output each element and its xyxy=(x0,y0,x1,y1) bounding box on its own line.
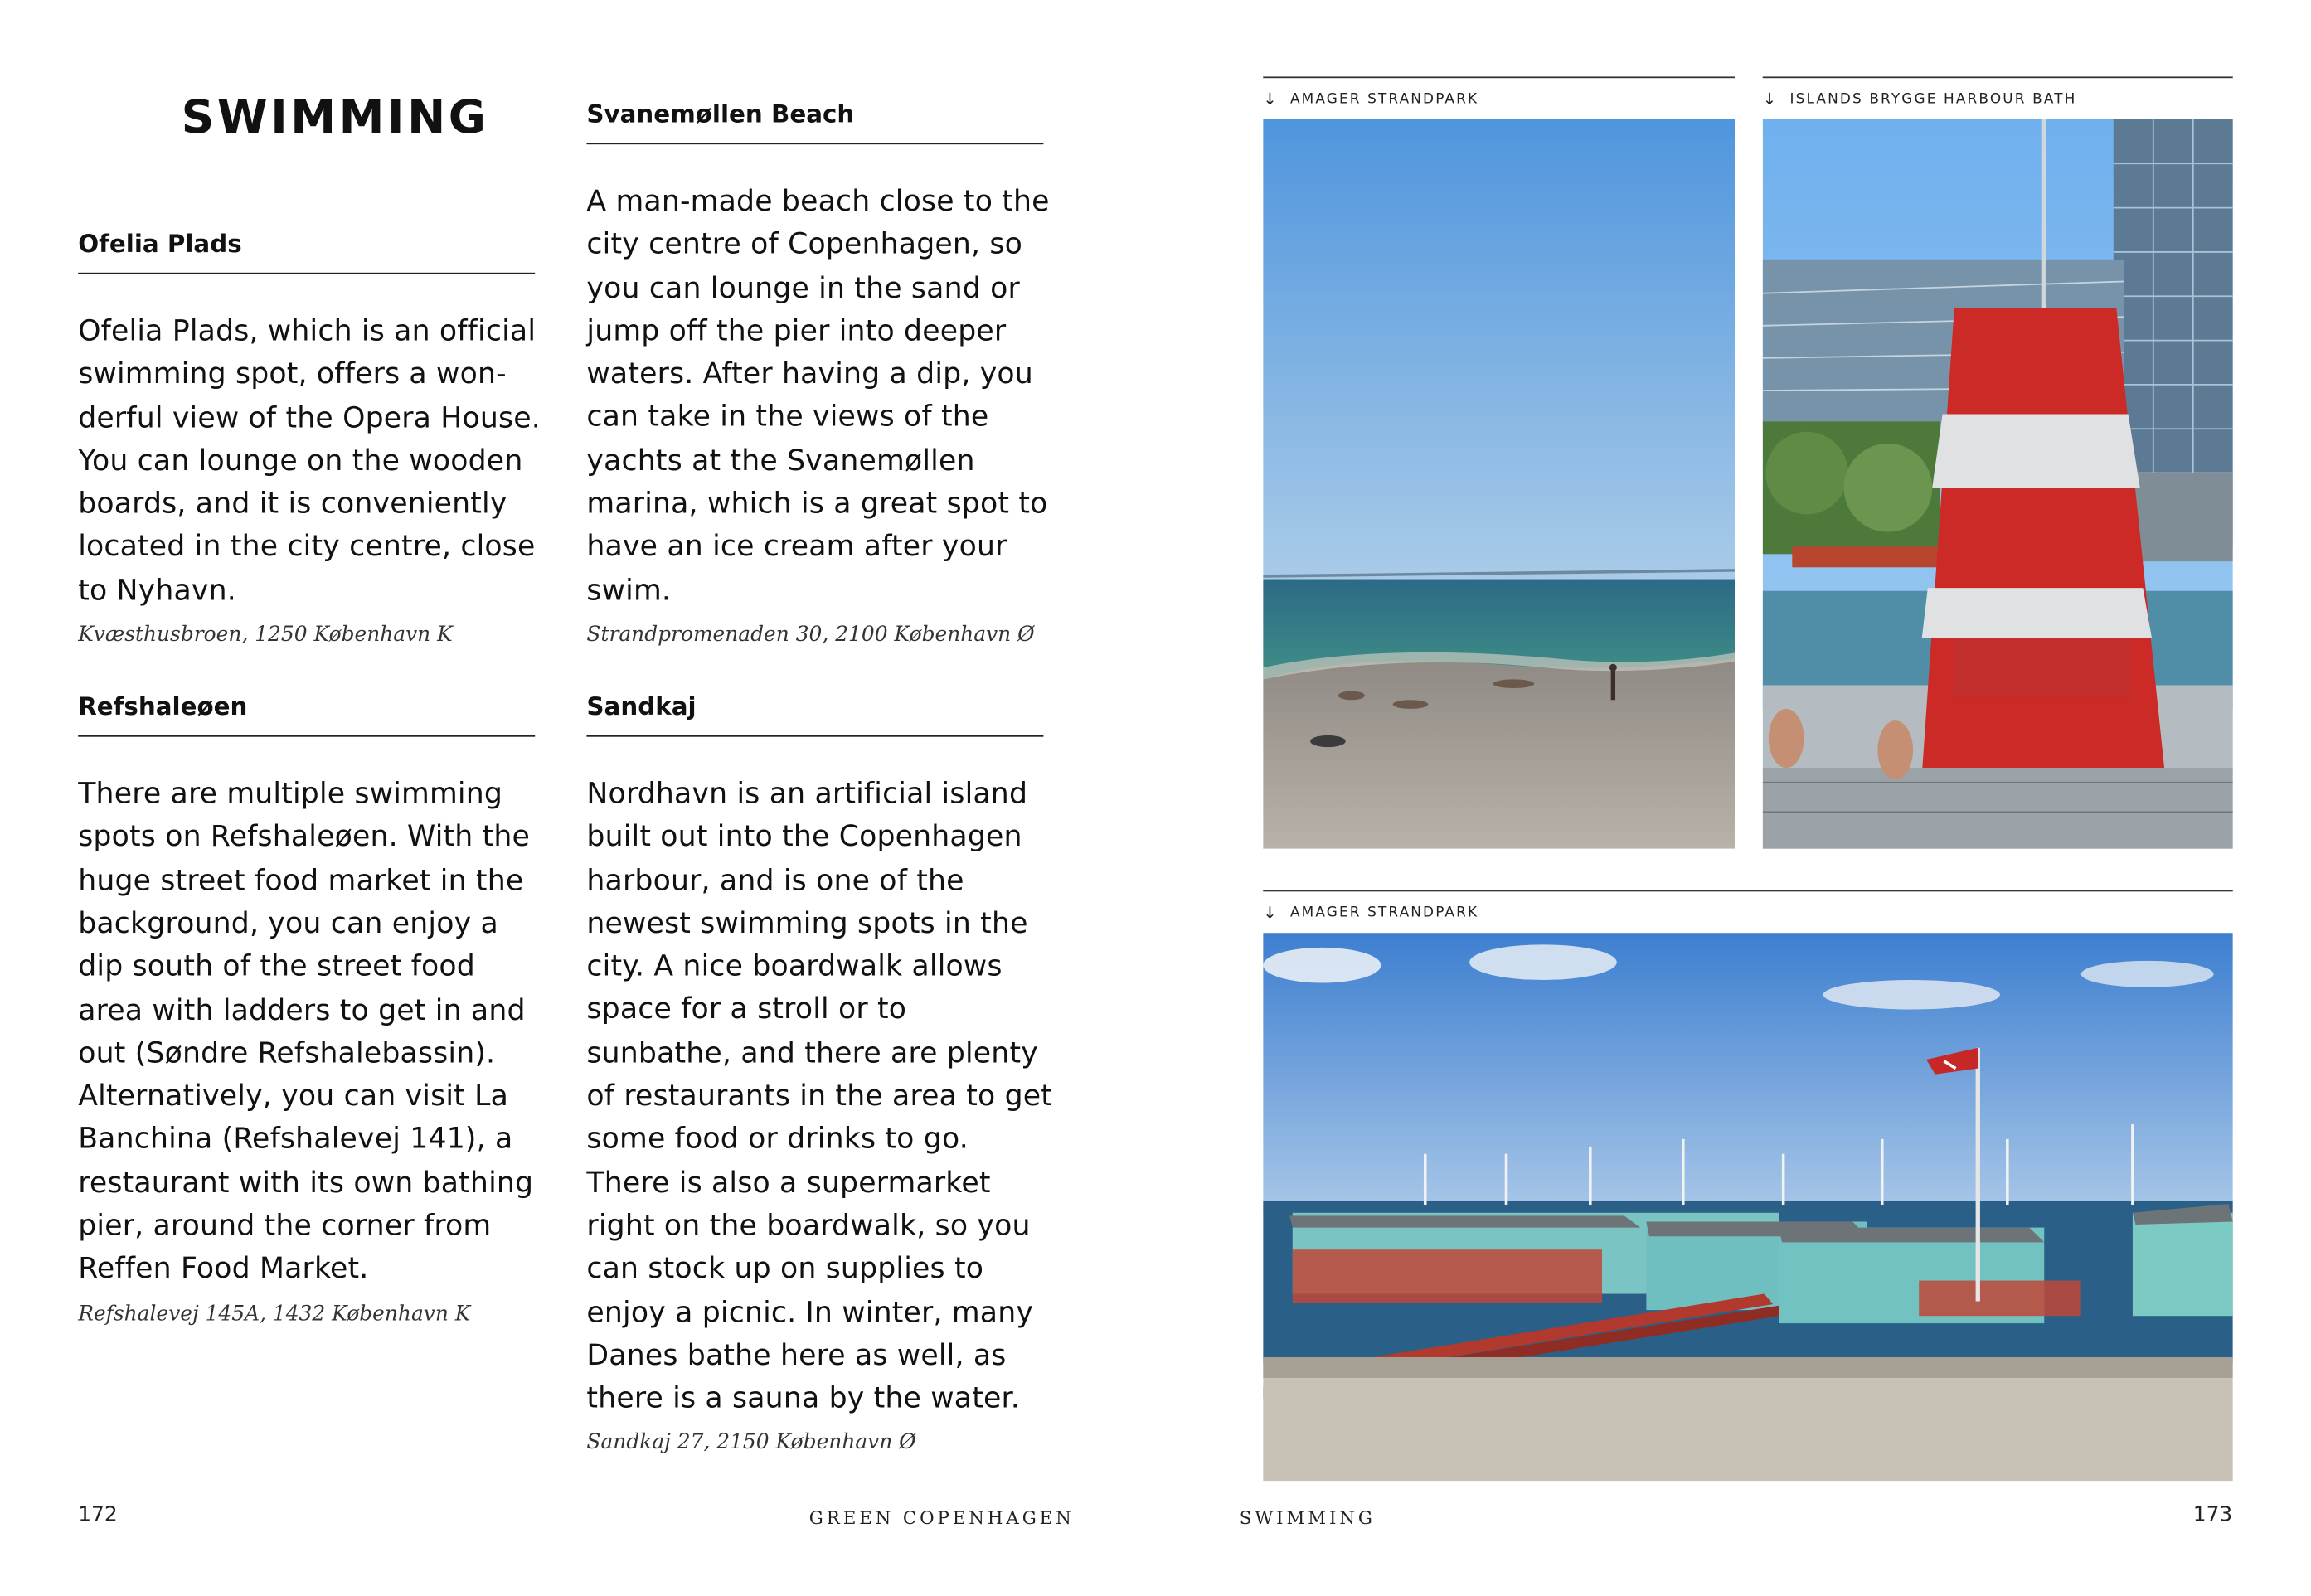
photo-caption xyxy=(1763,78,2233,119)
entry-heading: Ofelia Plads xyxy=(78,228,535,274)
photo-block-amager-beach xyxy=(1263,76,1735,848)
photo-caption xyxy=(1263,78,1735,119)
entry-body: Ofelia Plads, which is an official swimming spot, offers a wonderful view of the Opera House. You can lounge on the wooden boards, and it is conveniently located in the city centre, close to Nyhavn. xyxy=(78,313,541,607)
entry-sandkaj xyxy=(586,691,1055,1458)
arrow-down-icon: ↓ xyxy=(1263,89,1279,109)
entry-address: Kvæsthusbroen, 1250 København K xyxy=(78,623,453,648)
entry-address: Strandpromenaden 30, 2100 København Ø xyxy=(586,623,1035,648)
text-column-right xyxy=(586,99,1055,1497)
entry-heading: Svanemøllen Beach xyxy=(586,99,1043,144)
beach-photo xyxy=(1263,119,1735,849)
caption-text: ISLANDS BRYGGE HARBOUR BATH xyxy=(1789,90,2077,107)
bathhouse-photo xyxy=(1263,933,2233,1481)
entry-heading: Sandkaj xyxy=(586,691,1043,737)
entry-body: A man-made beach close to the city centre of Copenhagen, so you can lounge in the sand or jump off the pier into deeper waters. After having a dip, you can take in the views of the yachts at the Svanemøllen marina, which is a great spot to have an ice cream after your swim. xyxy=(586,184,1050,607)
photo-caption xyxy=(1263,891,2233,933)
entry-body: There are multiple swimming spots on Refshaleøen. With the huge street food market in the background, you can enjoy a dip south of the street food area with ladders to get in and out (Søndre Refshalebassin). Alternatively, you can visit La Banchina (Refshalevej 141), a restaurant with its own bathing pier, around the corner from Reffen Food Market. xyxy=(78,776,534,1286)
text-column-left xyxy=(78,228,546,1366)
entry-address: Refshalevej 145A, 1432 København K xyxy=(78,1302,471,1327)
page-number-left: 172 xyxy=(78,1502,118,1527)
photo-block-amager-bathhouses xyxy=(1263,890,2233,1482)
entry-refshaleoen xyxy=(78,691,546,1329)
entry-heading: Refshaleøen xyxy=(78,691,535,737)
caption-text: AMAGER STRANDPARK xyxy=(1289,90,1479,107)
entry-address: Sandkaj 27, 2150 København Ø xyxy=(586,1431,916,1456)
entry-body: Nordhavn is an artificial island built out into the Copenhagen harbour, and is one of the newest swimming spots in the city. A nice boardwalk allows space for a stroll or to sunbathe, and there are plenty of restaurants in the area to get some food or drinks to go. There is also a supermarket right on the boardwalk, so you can stock up on supplies to enjoy a picnic. In winter, many Danes bathe here as well, as there is a sauna by the water. xyxy=(586,776,1053,1415)
arrow-down-icon: ↓ xyxy=(1762,89,1779,109)
harbour-bath-photo xyxy=(1763,119,2233,849)
running-head-right: SWIMMING xyxy=(1239,1507,1376,1529)
running-head-left: GREEN COPENHAGEN xyxy=(808,1507,1075,1529)
entry-svanemollen-beach xyxy=(586,99,1055,650)
page-number-right: 173 xyxy=(2192,1502,2233,1527)
page-title: SWIMMING xyxy=(181,91,489,145)
caption-text: AMAGER STRANDPARK xyxy=(1289,904,1479,920)
photo-block-islands-brygge xyxy=(1763,76,2233,848)
entry-ofelia-plads xyxy=(78,228,546,649)
arrow-down-icon: ↓ xyxy=(1263,902,1279,922)
